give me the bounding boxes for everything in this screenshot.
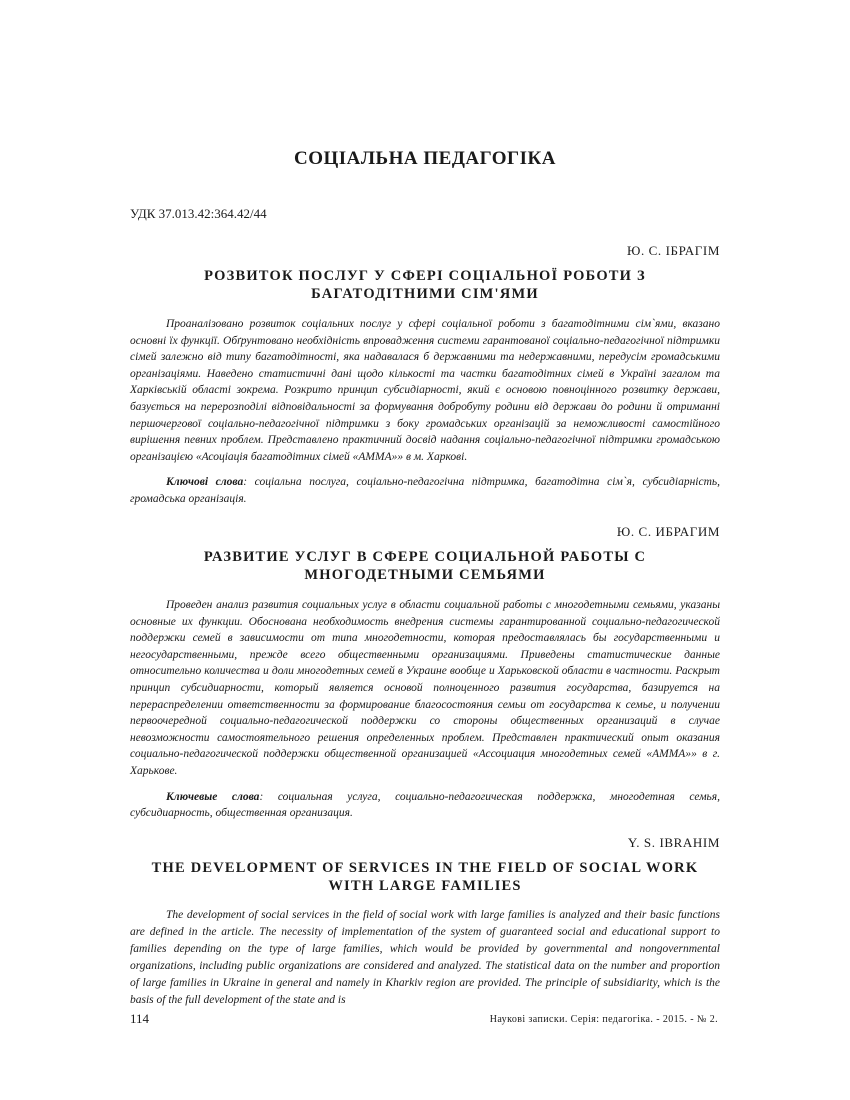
section-heading: СОЦІАЛЬНА ПЕДАГОГІКА	[294, 148, 556, 169]
keywords-text: : социальная услуга, социально-педагогическая поддержка, многодетная семья, субсидиарность, общественная организация.	[130, 790, 720, 820]
keywords	[130, 789, 720, 822]
author-name: Y. S. IBRAHIM	[627, 835, 720, 850]
page-number: 114	[130, 1011, 150, 1026]
author-name: Ю. С. ИБРАГИМ	[616, 524, 720, 539]
journal-footer: Наукові записки. Серія: педагогіка. - 2015. - № 2.	[489, 1014, 718, 1025]
abstract-text: Проведен анализ развития социальных услуг в области социальной работы с многодетными семьями, указаны основные их функции. Обоснована необходимость внедрения системы гарантированной социально-педагогической поддержки семей в зависимости от типа многодетности, которая предоставлялась бы государственными и негосударственными, прежде всего общественными организациями. Приведены статистические данные относительно количества и доли многодетных семей в Украине вообще и Харьковской области в частности. Раскрыт принцип субсидиарности, который является основой полноценного развития государства, базируется на перераспределении ответственности за формирование благосостояния семьи от государства к семье, и получении первоочередной социально-педагогической поддержки со стороны общественных организаций в случае невозможности самостоятельного решения определенных проблем. Представлен практический опыт оказания социально-педагогической поддержки общественной организацией «Ассоциация многодетных семей «АММА»» в г. Харькове.	[130, 599, 720, 777]
article-title: THE DEVELOPMENT OF SERVICES IN THE FIELD OF SOCIAL WORK WITH LARGE FAMILIES	[151, 860, 699, 894]
udc-code: УДК 37.013.42:364.42/44	[130, 206, 267, 221]
article-ru	[130, 524, 720, 822]
keywords-text: : соціальна послуга, соціально-педагогічна підтримка, багатодітна сім`я, субсидіарність, громадська організація.	[130, 476, 720, 505]
author-name: Ю. С. ІБРАГІМ	[627, 243, 720, 258]
article-title: РОЗВИТОК ПОСЛУГ У СФЕРІ СОЦІАЛЬНОЇ РОБОТИ З БАГАТОДІТНИМИ СІМ'ЯМИ	[204, 268, 646, 302]
keywords	[130, 474, 720, 507]
article-title: РАЗВИТИЕ УСЛУГ В СФЕРЕ СОЦИАЛЬНОЙ РАБОТЫ С МНОГОДЕТНЫМИ СЕМЬЯМИ	[203, 549, 647, 583]
abstract-text: Проаналізовано розвиток соціальних послуг у сфері соціальної роботи з багатодітними сім`ями, вказано основні їх функції. Обґрунтовано необхідність впровадження системи гарантованої соціально-педагогічної підтримки сімей залежно від типу багатодітності, яка надавалася б державними та недержавними, передусім громадськими організаціями. Наведено статистичні дані щодо кількості та частки багатодітних сімей в Україні загалом та Харківській області зокрема. Розкрито принцип субсидіарності, який є основою повноцінного розвитку держави, базується на перерозподілі відповідальності за формування добробуту родини від держави до родини й отриманні першочергової соціально-педагогічної підтримки з боку громадських організацій за неможливості самостійного вирішення певних проблем. Представлено практичний досвід надання соціально-педагогічної підтримки громадською організацією «Асоціація багатодітних сімей «АММА»» в м. Харкові.	[130, 318, 720, 463]
article-en	[130, 835, 720, 1008]
keywords-label: Ключевые слова	[166, 790, 260, 803]
keywords-label: Ключові слова	[166, 476, 244, 489]
article-uk	[130, 243, 720, 508]
abstract-text: The development of social services in the field of social work with large families is analyzed and their basic functions are defined in the article. The necessity of implementation of the system of guaranteed social and educational support to families depending on the type of large families, which would be provided by governmental and nongovernmental organizations, including public organizations are considered and analyzed. The statistical data on the number and proportion of large families in Ukraine in general and namely in Kharkiv region are provided. The principle of subsidiarity, which is the basis of the full development of the state and is	[130, 909, 720, 1006]
